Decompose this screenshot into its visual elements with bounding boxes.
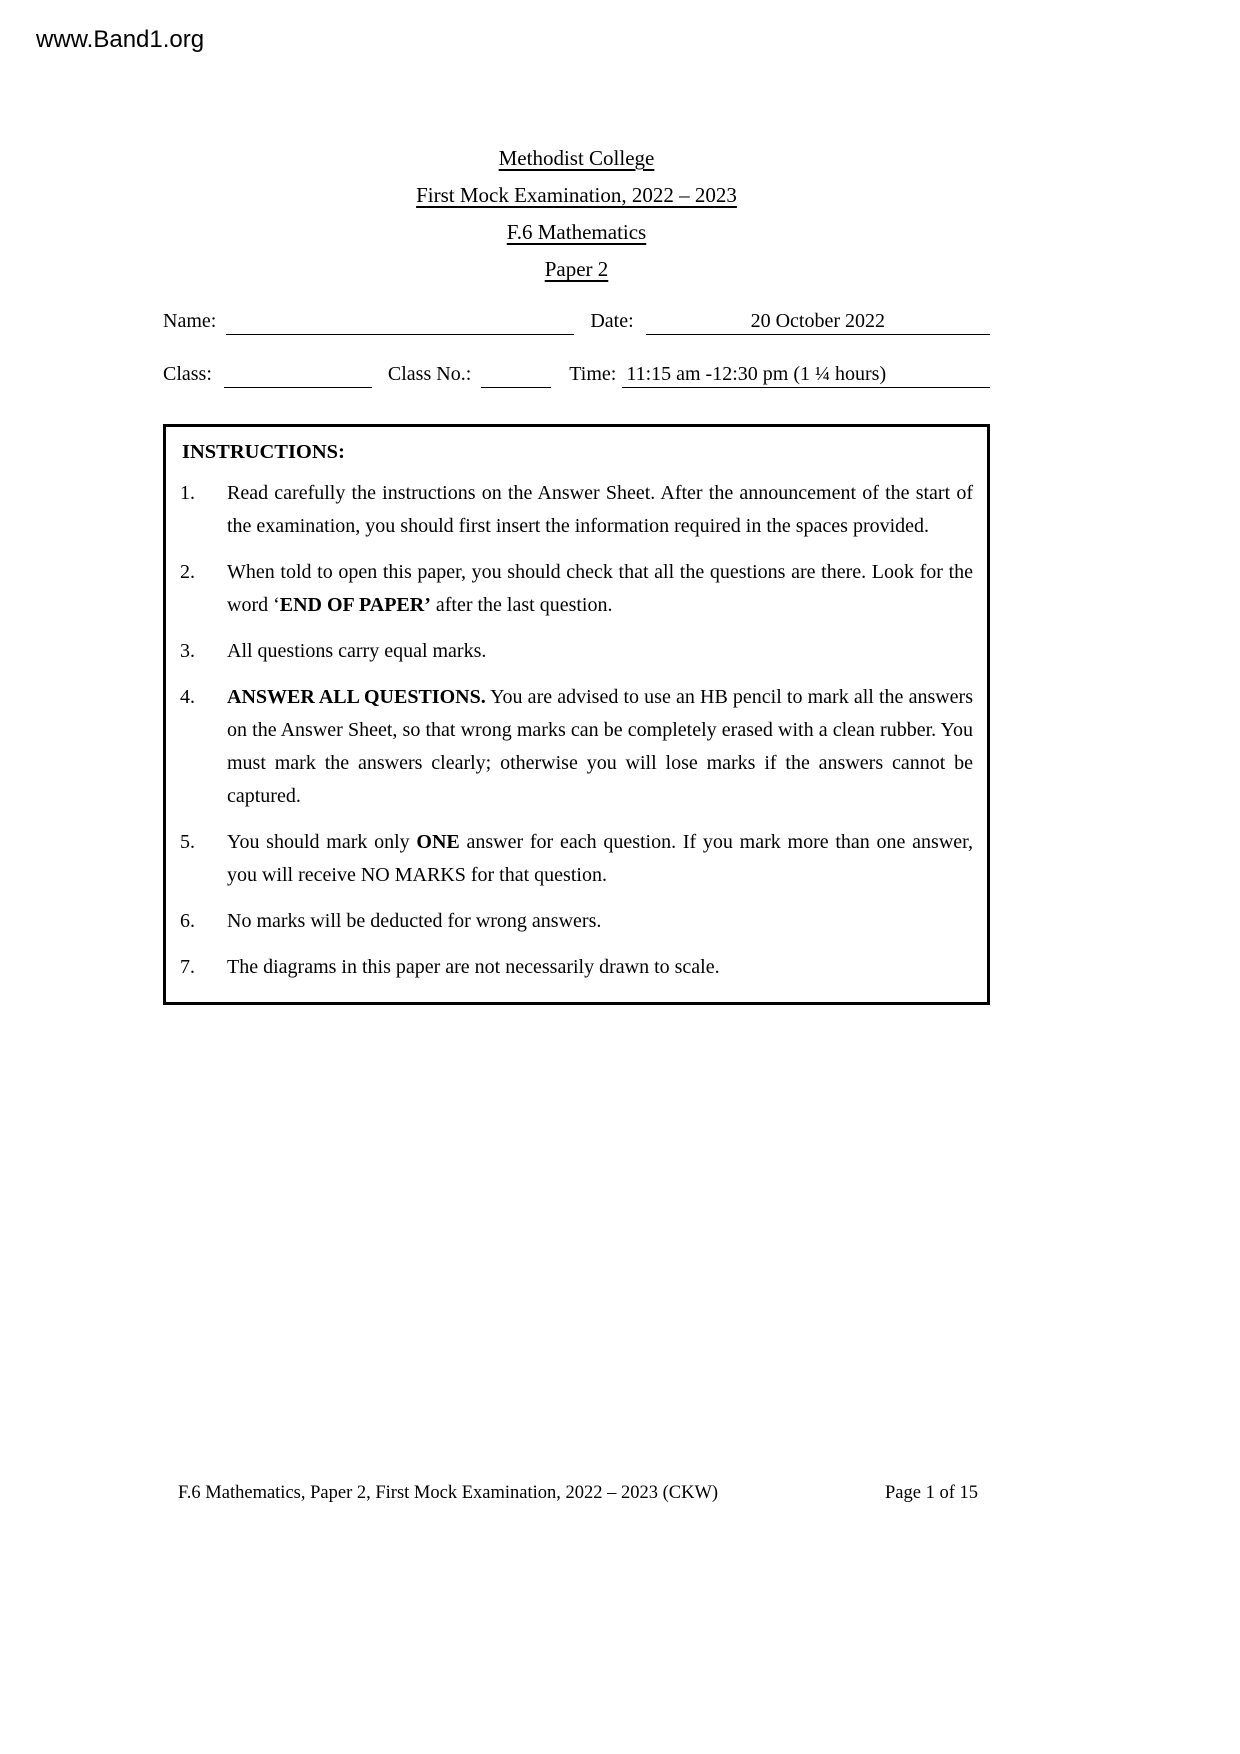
instruction-text: You should mark only ONE answer for each question. If you mark more than one answer, you will receive NO MARKS for that question. — [227, 831, 973, 886]
instruction-item — [180, 477, 973, 543]
name-label: Name: — [163, 310, 217, 332]
name-date-row — [163, 310, 990, 335]
footer-page-number: Page 1 of 15 — [885, 1483, 978, 1503]
instructions-title: INSTRUCTIONS: — [182, 441, 345, 463]
instruction-number: 4. — [180, 686, 195, 708]
instruction-number: 7. — [180, 956, 195, 978]
time-label: Time: — [569, 363, 617, 385]
school-name: Methodist College — [498, 146, 655, 170]
instruction-text: When told to open this paper, you should check that all the questions are there. Look for the word ‘END OF PAPER’ after the last question. — [227, 561, 973, 616]
instruction-number: 3. — [180, 640, 195, 662]
instruction-item — [180, 556, 973, 622]
instruction-text: ANSWER ALL QUESTIONS. You are advised to use an HB pencil to mark all the answers on the Answer Sheet, so that wrong marks can be completely erased with a clean rubber. You must mark the answers clearly; otherwise you will lose marks if the answers cannot be captured. — [227, 686, 973, 807]
time-value: 11:15 am -12:30 pm (1 ¼ hours) — [622, 363, 990, 388]
footer-document-title: F.6 Mathematics, Paper 2, First Mock Examination, 2022 – 2023 (CKW) — [178, 1483, 719, 1503]
instruction-item — [180, 681, 973, 813]
instruction-item — [180, 635, 973, 668]
class-blank — [224, 363, 372, 388]
instruction-text: Read carefully the instructions on the Answer Sheet. After the announcement of the start of the examination, you should first insert the information required in the spaces provided. — [227, 482, 973, 537]
class-no-label: Class No.: — [387, 363, 472, 385]
instructions-box — [163, 424, 990, 1005]
exam-title: First Mock Examination, 2022 – 2023 — [416, 183, 737, 207]
instruction-item — [180, 951, 973, 984]
instruction-number: 2. — [180, 561, 195, 583]
instructions-list — [180, 477, 973, 984]
watermark-text: www.Band1.org — [36, 26, 205, 53]
paper-title: Paper 2 — [544, 257, 609, 281]
class-label: Class: — [163, 363, 212, 385]
date-value: 20 October 2022 — [646, 310, 990, 335]
instruction-item — [180, 905, 973, 938]
name-blank — [226, 310, 574, 335]
class-no-blank — [481, 363, 551, 388]
instruction-text: The diagrams in this paper are not necessarily drawn to scale. — [227, 956, 720, 978]
instruction-number: 5. — [180, 831, 195, 853]
class-time-row — [163, 363, 990, 388]
instruction-text: All questions carry equal marks. — [227, 640, 487, 662]
subject-title: F.6 Mathematics — [506, 220, 647, 244]
page-footer — [178, 1483, 978, 1504]
date-label: Date: — [590, 310, 634, 332]
instruction-item — [180, 826, 973, 892]
instruction-text: No marks will be deducted for wrong answers. — [227, 910, 602, 932]
instruction-number: 6. — [180, 910, 195, 932]
instruction-number: 1. — [180, 482, 195, 504]
